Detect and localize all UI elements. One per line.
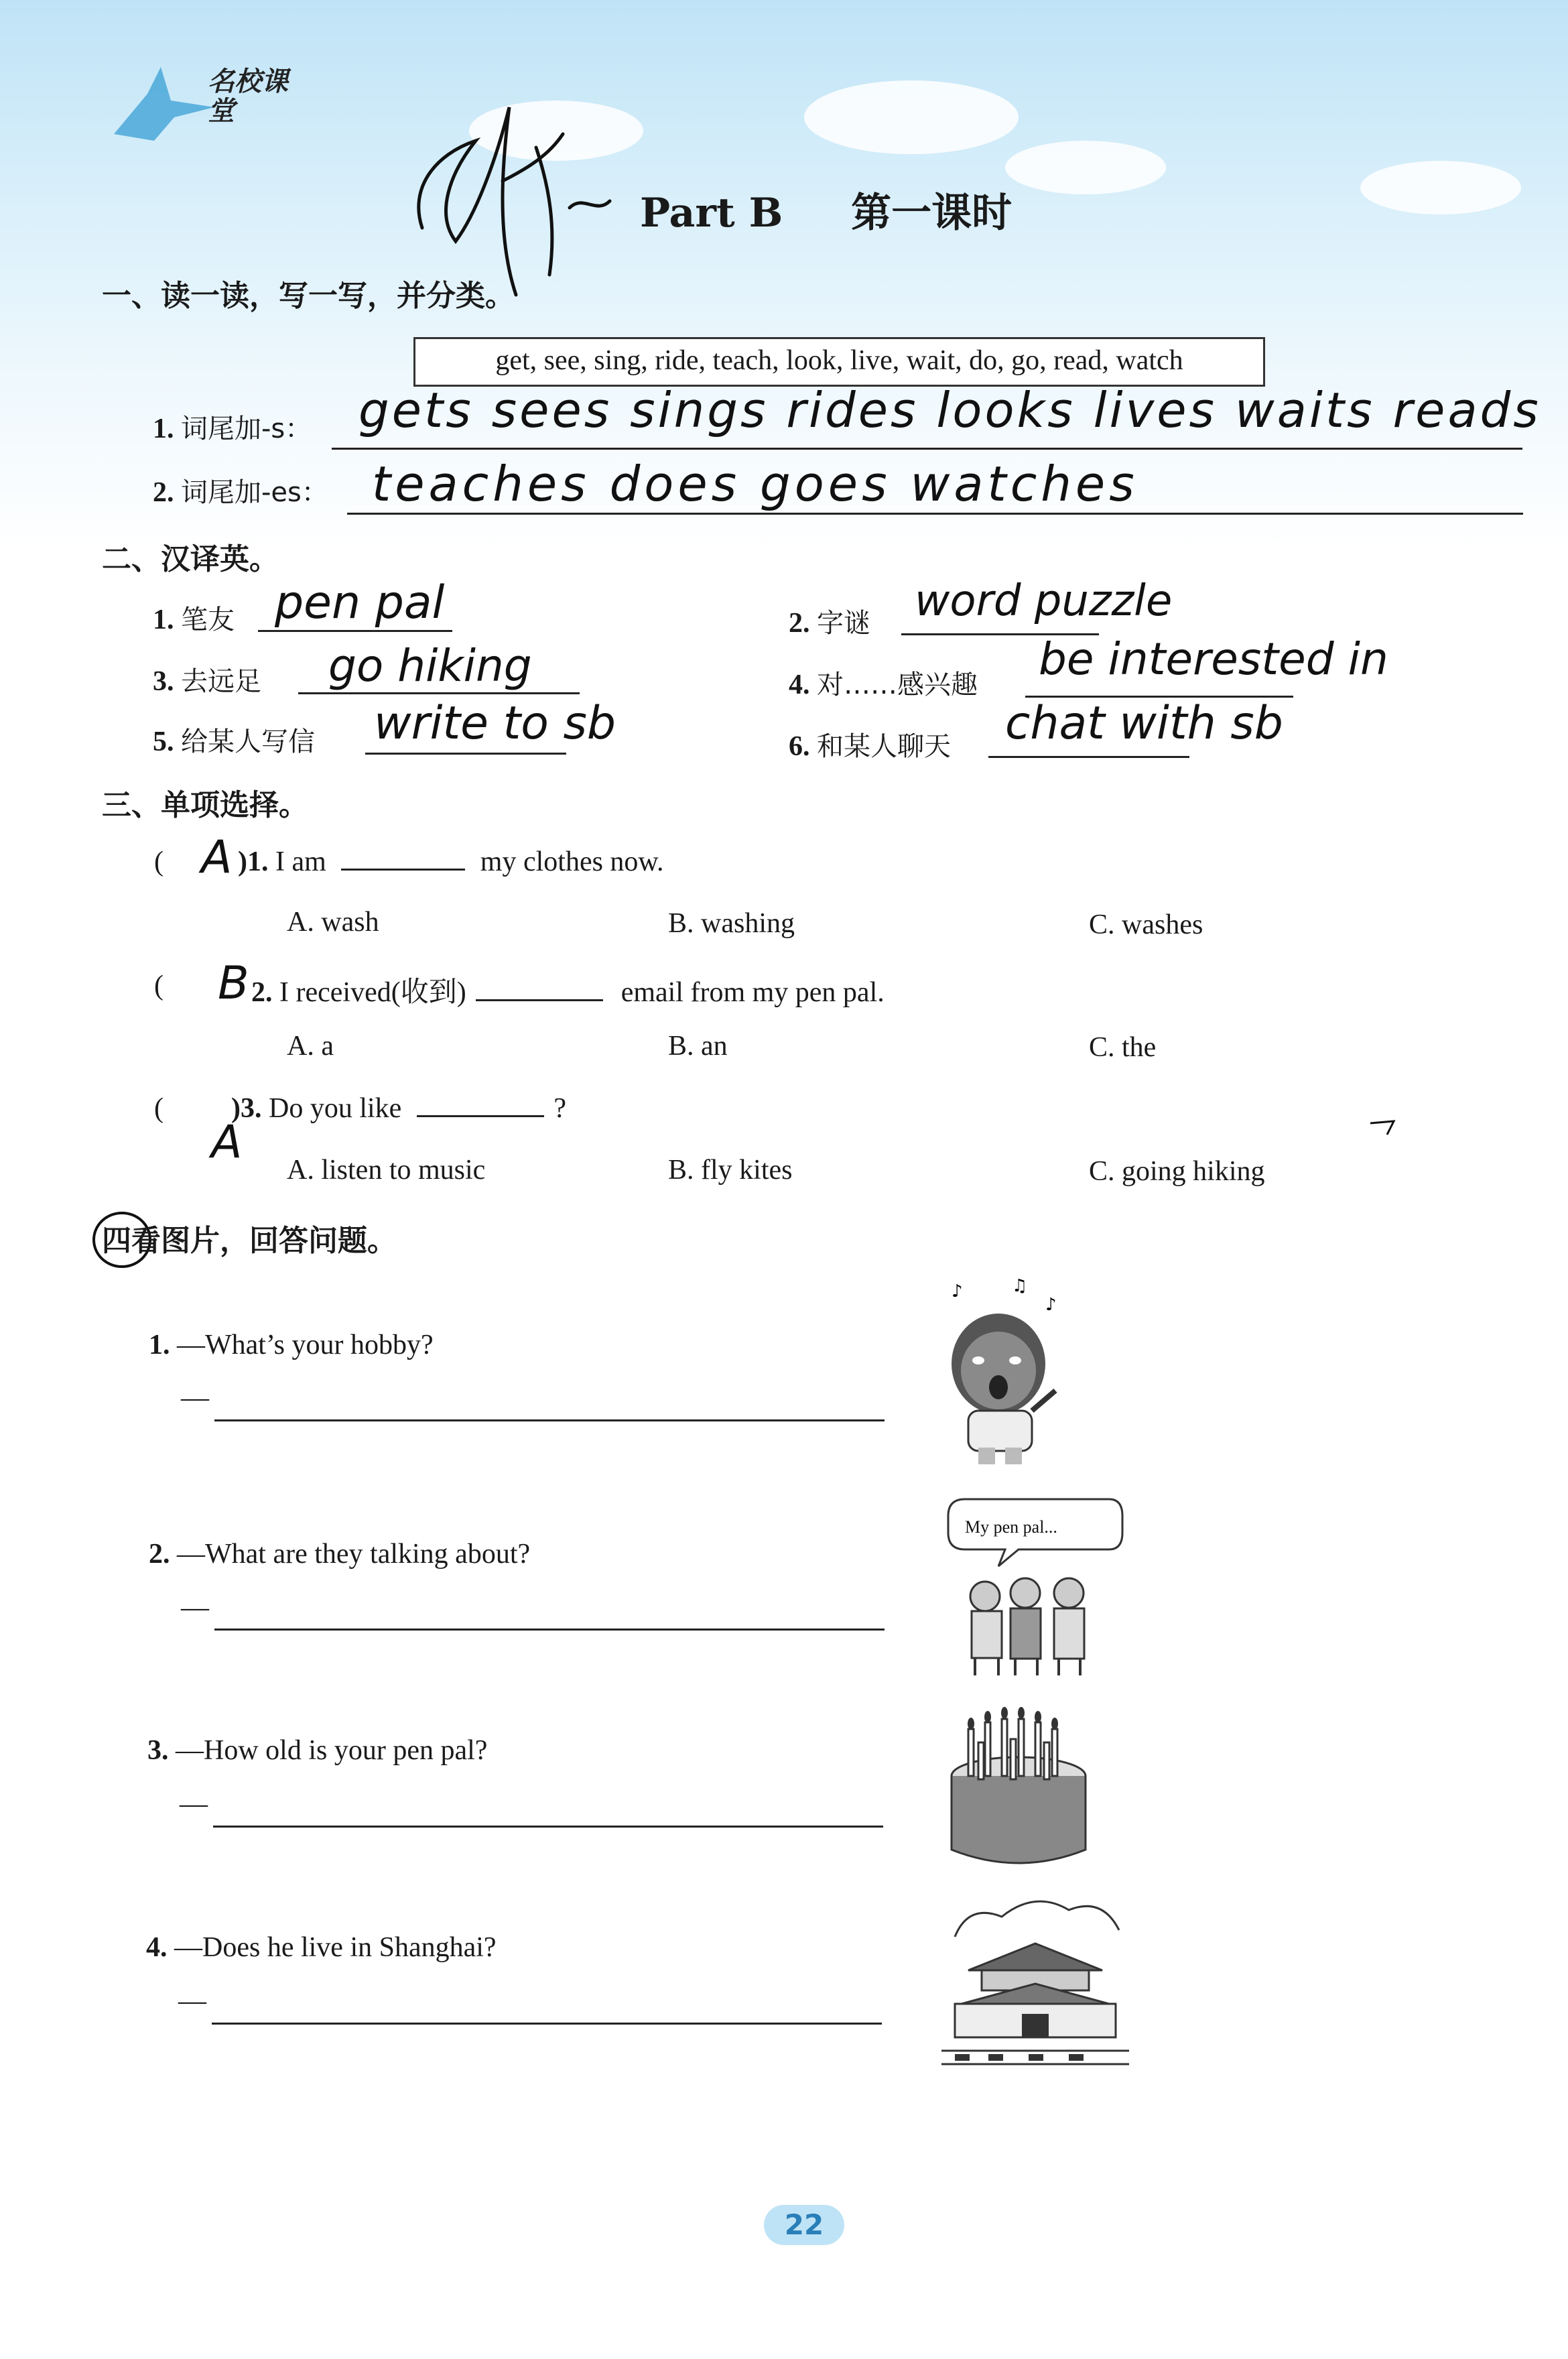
section4-title: 看图片，回答问题。 — [131, 1224, 397, 1258]
chatting-friends-icon — [945, 1496, 1126, 1677]
s4-q3-dash: — — [180, 1789, 208, 1820]
page-number-text: 22 — [784, 2208, 824, 2241]
svg-text:♪: ♪ — [952, 1281, 963, 1301]
mc1-text-after: my clothes now. — [480, 846, 664, 877]
s2-item3-num: 3. — [153, 666, 174, 697]
s4-q2-dash: — — [181, 1592, 209, 1623]
mc1-answer: A — [201, 831, 233, 884]
mc2-stem — [251, 970, 885, 1010]
birthday-cake-icon — [945, 1702, 1092, 1870]
title-part: Part B — [640, 190, 783, 237]
s4-q2-answer-line[interactable] — [214, 1629, 885, 1631]
s2-item1-label: 笔友 — [181, 604, 235, 635]
s4-q3-text: —How old is your pen pal? — [176, 1735, 488, 1766]
s4-q4-dash: — — [178, 1986, 206, 2017]
section4-heading — [102, 1216, 397, 1259]
s2-item6-line — [988, 756, 1189, 758]
s2-item3-line — [298, 692, 580, 694]
section1-heading: 一、读一读，写一写，并分类。 — [102, 279, 515, 313]
s2-item6 — [789, 725, 951, 763]
s4-q4-text: —Does he live in Shanghai? — [174, 1932, 497, 1963]
mc3-option-a[interactable]: A. listen to music — [287, 1155, 486, 1186]
section3-heading: 三、单项选择。 — [102, 788, 308, 822]
s4-q1-answer-line[interactable] — [214, 1419, 885, 1421]
title-lesson: 第一课时 — [851, 190, 1012, 237]
s2-item1-answer: pen pal — [275, 576, 445, 629]
s2-item6-label: 和某人聊天 — [817, 731, 951, 762]
s4-q2-num: 2. — [149, 1539, 170, 1570]
page-title — [640, 181, 1012, 239]
mc3-option-b[interactable]: B. fly kites — [668, 1155, 793, 1186]
mc3-answer: A — [211, 1116, 243, 1169]
s4-q3-num: 3. — [147, 1735, 169, 1766]
cloud — [1360, 161, 1521, 214]
s2-item4-label: 对……感兴趣 — [817, 670, 978, 700]
s1-item2-line — [347, 513, 1523, 515]
bird-icon — [107, 60, 221, 147]
section2-heading: 二、汉译英。 — [102, 542, 279, 576]
s2-item1-line — [258, 630, 452, 632]
mc2-option-b[interactable]: B. an — [668, 1031, 728, 1062]
s1-item1-num: 1. — [153, 413, 174, 444]
s4-q4-num: 4. — [146, 1932, 168, 1963]
mc3-text-before: Do you like — [269, 1093, 402, 1124]
s2-item1 — [153, 598, 235, 637]
svg-text:♫: ♫ — [1012, 1277, 1028, 1296]
s2-item6-num: 6. — [789, 731, 810, 762]
mc1-num: )1. — [238, 846, 269, 877]
stray-pen-mark — [1367, 1118, 1400, 1138]
s2-item4-answer: be interested in — [1039, 633, 1388, 685]
mc1-stem — [238, 846, 664, 878]
s2-item5-label: 给某人写信 — [181, 726, 315, 757]
s4-q3-answer-line[interactable] — [213, 1826, 883, 1828]
mc2-paren: ( — [154, 970, 164, 1001]
s4-q4-answer-line[interactable] — [212, 2023, 882, 2025]
page-number — [764, 2205, 844, 2245]
s2-item2-label: 字谜 — [817, 608, 870, 639]
singing-kid-icon — [938, 1277, 1072, 1471]
mc2-text-before: I received(收到) — [279, 977, 466, 1008]
s2-item4 — [789, 663, 978, 702]
mc2-blank[interactable] — [476, 999, 603, 1001]
mc2-option-a[interactable]: A. a — [287, 1031, 334, 1062]
s2-item5-line — [365, 753, 566, 755]
s2-item5-answer: write to sb — [374, 697, 616, 750]
mc1-blank[interactable] — [341, 869, 465, 871]
s1-item2-label: 词尾加-es： — [181, 477, 328, 508]
signature-scribble — [395, 80, 650, 302]
mc3-option-c[interactable]: C. going hiking — [1089, 1156, 1265, 1187]
mc1-paren: ( — [154, 846, 164, 877]
s4-q1-num: 1. — [149, 1330, 170, 1360]
mc2-answer: B — [218, 957, 249, 1010]
s4-q3 — [147, 1734, 487, 1767]
mc3-blank[interactable] — [417, 1115, 544, 1117]
mc3-num: )3. — [231, 1093, 262, 1124]
mc1-text-before: I am — [275, 846, 326, 877]
s4-q2-text: —What are they talking about? — [177, 1539, 531, 1570]
logo — [107, 60, 308, 147]
cloud — [1005, 141, 1166, 194]
speech-bubble-text: My pen pal... — [965, 1517, 1057, 1537]
s1-item1-answer: gets sees sings rides looks lives waits reads — [358, 382, 1541, 438]
svg-text:♪: ♪ — [1045, 1295, 1057, 1315]
s2-item3-label: 去远足 — [181, 666, 261, 697]
tiananmen-icon — [941, 1890, 1129, 2078]
s4-q2 — [149, 1538, 530, 1570]
mc3-stem — [231, 1092, 566, 1125]
s2-item3-answer: go hiking — [328, 640, 532, 692]
s1-item2-answer: teaches does goes watches — [372, 456, 1138, 512]
mc1-option-c[interactable]: C. washes — [1089, 909, 1203, 940]
s2-item5-num: 5. — [153, 726, 174, 757]
s2-item2 — [789, 602, 870, 640]
section4-num: 四 — [102, 1224, 131, 1258]
s2-item1-num: 1. — [153, 604, 174, 635]
s4-q1 — [149, 1329, 434, 1361]
s1-item1 — [153, 407, 312, 446]
mc-question-3 — [154, 1092, 164, 1125]
s4-q1-dash: — — [181, 1383, 209, 1413]
s2-item5 — [153, 720, 315, 759]
word-bank: get, see, sing, ride, teach, look, live, wait, do, go, read, watch — [413, 337, 1265, 387]
s2-item2-num: 2. — [789, 608, 810, 639]
s2-item3 — [153, 660, 261, 698]
s4-q4 — [146, 1931, 497, 1964]
s2-item4-num: 4. — [789, 670, 810, 700]
mc1-option-a[interactable]: A. wash — [287, 907, 379, 938]
mc-question-2 — [154, 970, 164, 1002]
mc3-text-after: ? — [553, 1093, 566, 1124]
s1-item1-line — [332, 448, 1522, 450]
s1-item2-num: 2. — [153, 477, 174, 508]
s1-item1-label: 词尾加-s： — [181, 413, 312, 444]
logo-text: 名校课堂 — [208, 66, 288, 127]
mc-question-1 — [154, 846, 164, 878]
mc3-paren: ( — [154, 1093, 164, 1124]
mc1-option-b[interactable]: B. washing — [668, 908, 795, 939]
s4-q1-text: —What’s your hobby? — [177, 1330, 434, 1360]
cloud — [804, 80, 1019, 154]
s1-item2 — [153, 471, 328, 509]
mc2-text-after: email from my pen pal. — [620, 977, 885, 1008]
mc2-num: 2. — [251, 977, 273, 1008]
s2-item6-answer: chat with sb — [1005, 697, 1283, 750]
s2-item2-answer: word puzzle — [915, 576, 1173, 626]
mc2-option-c[interactable]: C. the — [1089, 1032, 1157, 1063]
